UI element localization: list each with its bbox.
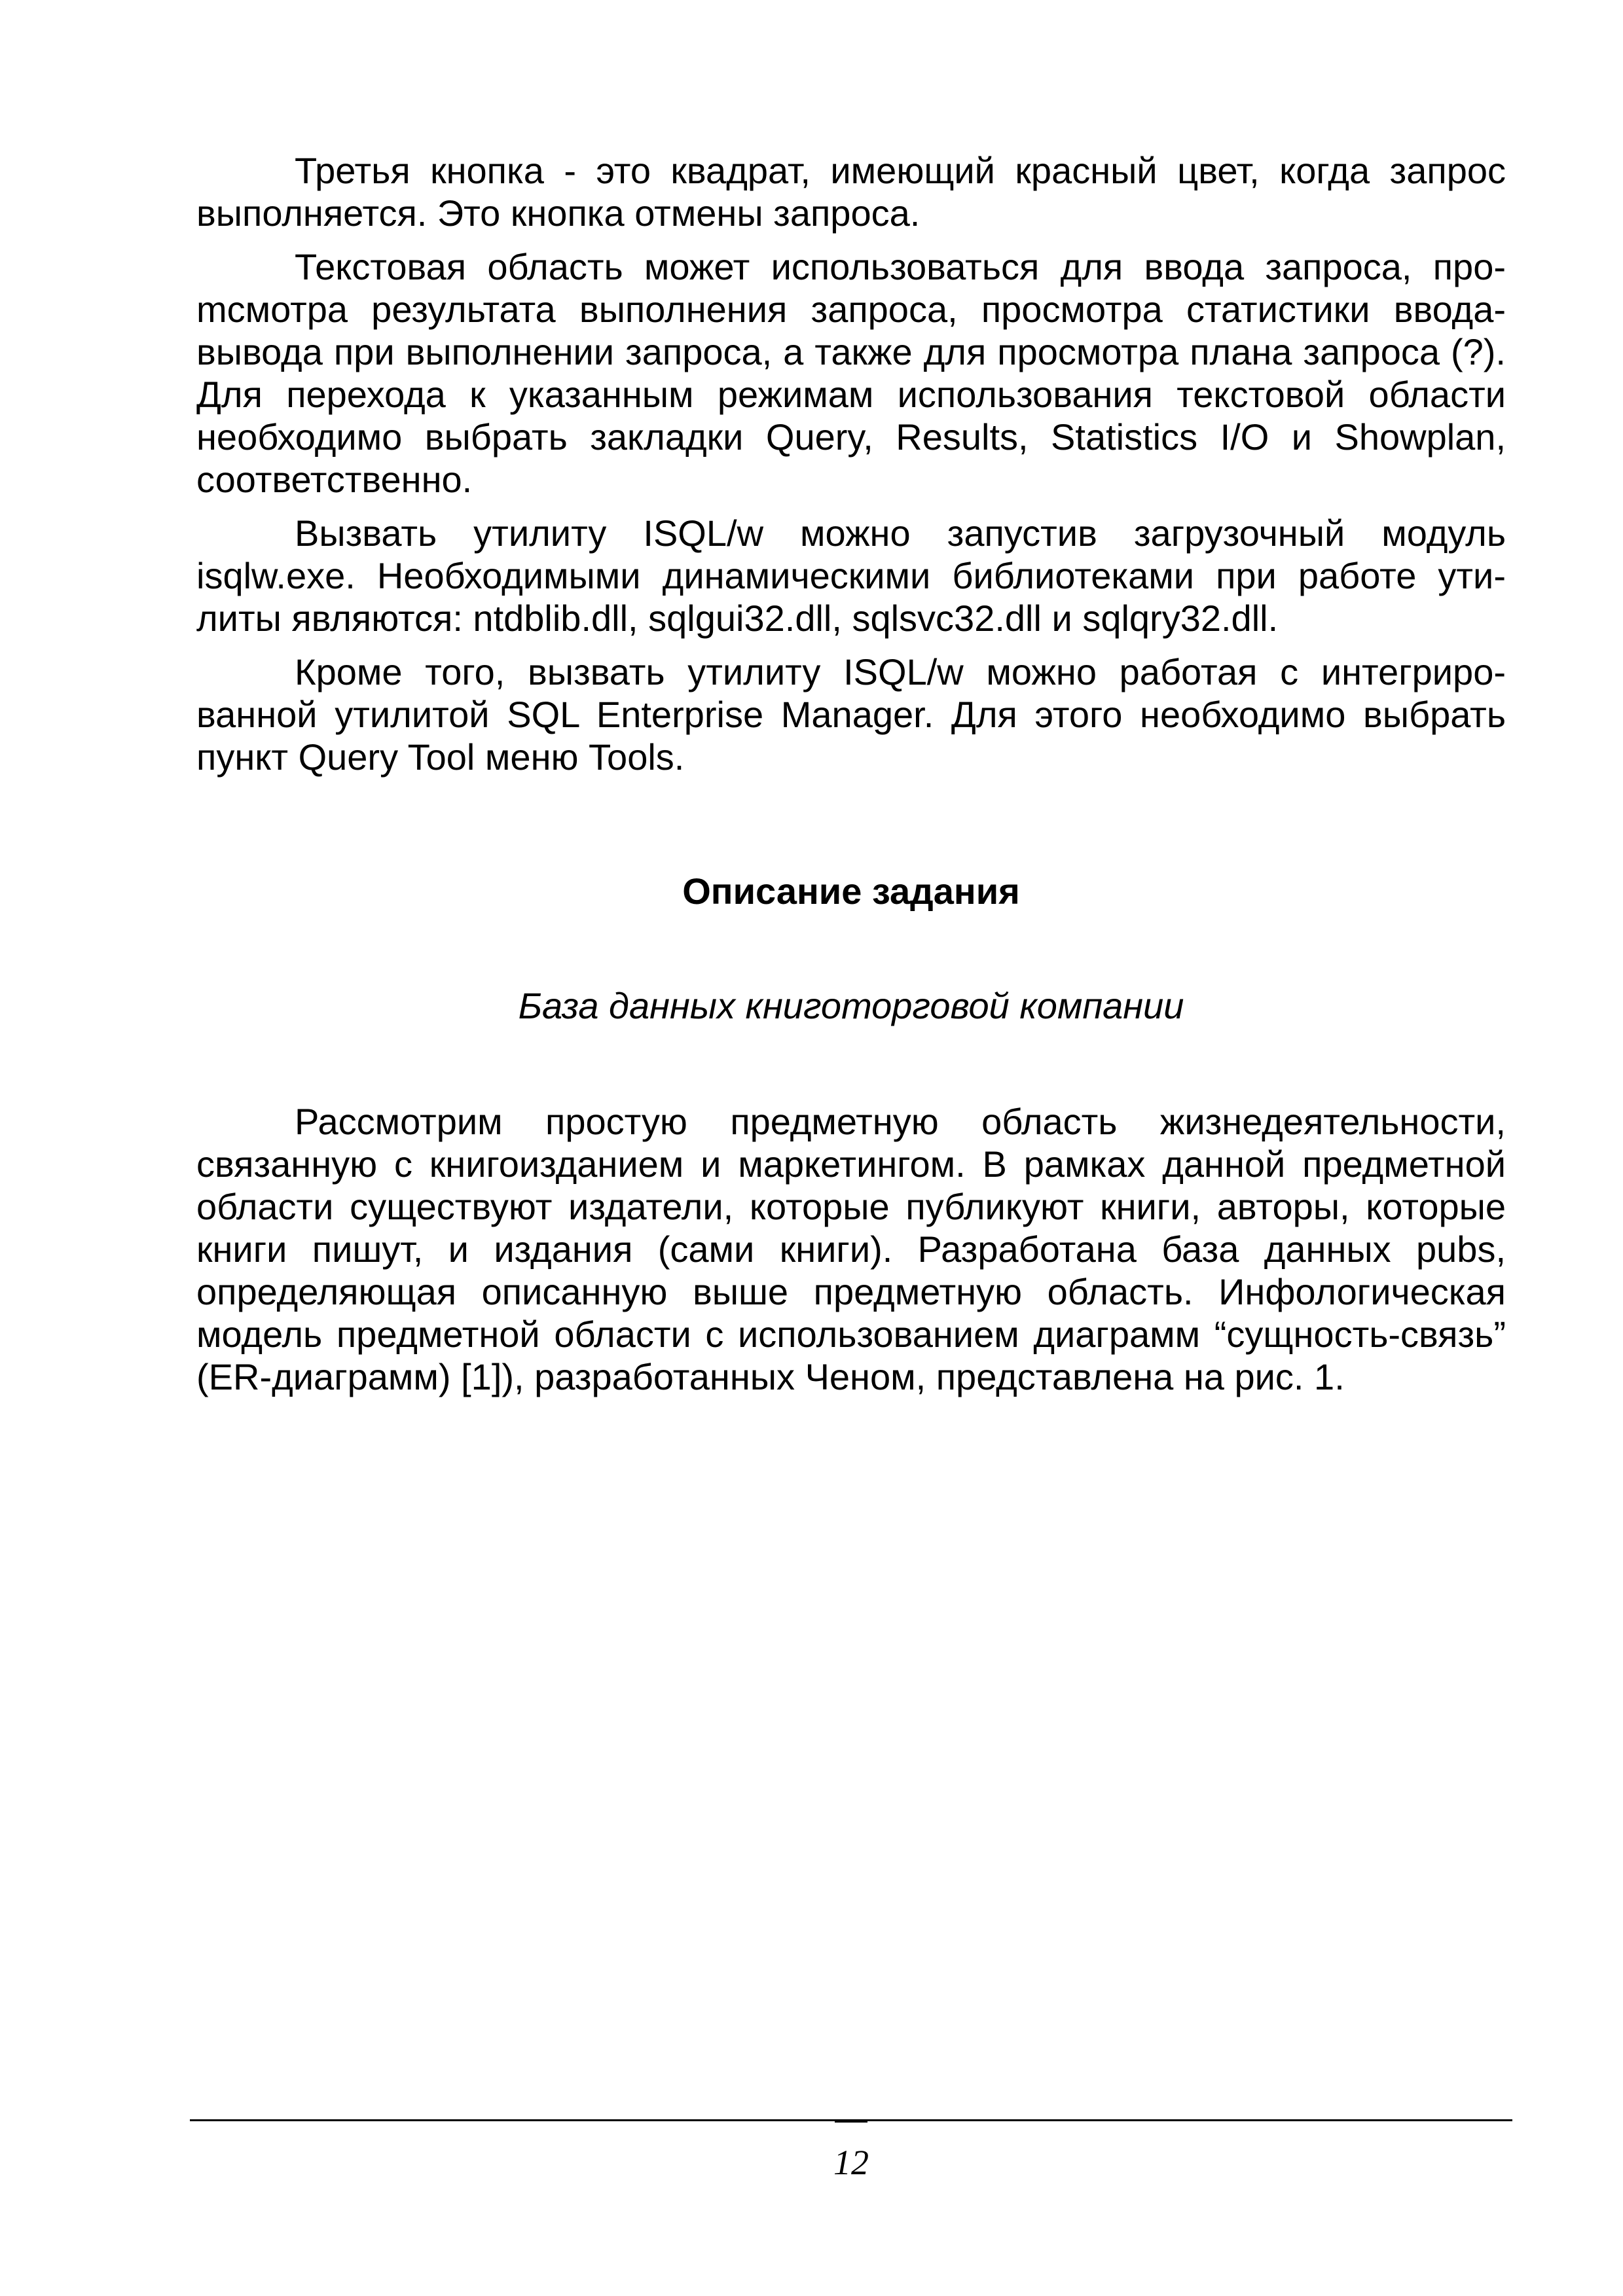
subheading: База данных книготорговой компании (518, 985, 1184, 1026)
paragraph-cancel-button: Третья кнопка - это квадрат, имеющий красный цвет, когда запрос выполняется. Это кнопка отмены запроса. (196, 150, 1506, 234)
paragraph-launch-isqlw: Вызвать утилиту ISQL/w можно запустив загрузочный модуль isqlw.exe. Необходимыми динамическими библиотеками при работе утилиты являются: ntdblib.dll, sqlgui32.dll, sqlsvc32.dll и sqlqry32.dll. (196, 512, 1506, 639)
page-number: 12 (833, 2143, 869, 2182)
section-heading: Описание задания (682, 870, 1020, 912)
page-footer (190, 2119, 1512, 2183)
paragraph-text-area: Текстовая область может использоваться для ввода запроса, проmсмотра результата выполнения запроса, просмотра статистики ввода-вывода при выполнении запроса, а также для просмотра плана запроса (?). Для перехода к указанным режимам использования текстовой области необходимо выбрать закладки Query, Results, Statistics I/O и Showplan, соответственно. (196, 246, 1506, 500)
footer-notch (835, 2121, 867, 2123)
paragraph-enterprise-manager: Кроме того, вызвать утилиту ISQL/w можно работая с интегрированной утилитой SQL Enterprise Manager. Для этого необходимо выбрать пункт Query Tool меню Tools. (196, 651, 1506, 778)
page-body (196, 149, 1506, 1409)
paragraph-domain-description: Рассмотрим простую предметную область жизнедеятельности, связанную с книгоизданием и маркетингом. В рамках данной предметной области существуют издатели, которые публикуют книги, авторы, которые книги пишут, и издания (сами книги). Разработана база данных pubs, определяющая описанную выше предметную область. Инфологическая модель предметной области с использованием диаграмм “сущность-связь” (ER-диаграмм) [1]), разработанных Ченом, представлена на рис. 1. (196, 1101, 1506, 1397)
